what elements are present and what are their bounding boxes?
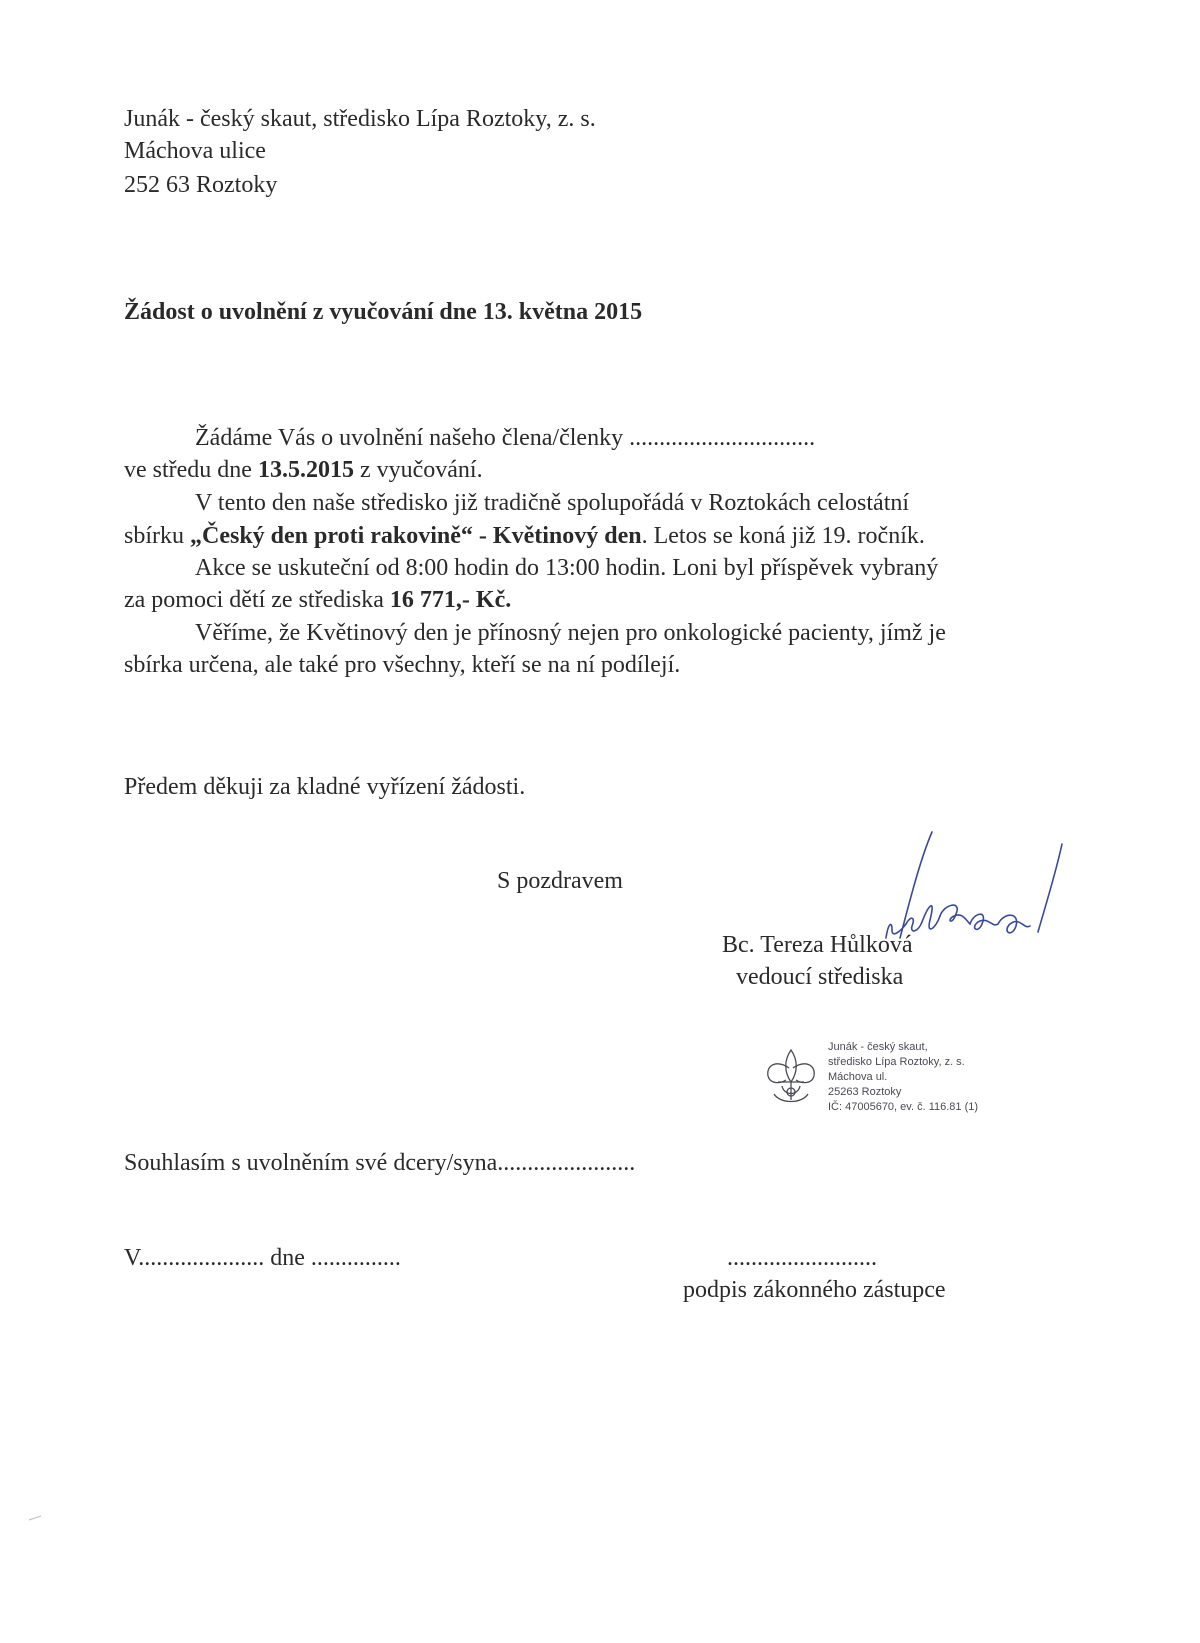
body-line: Žádáme Vás o uvolnění našeho člena/členky ............................... [195,425,816,451]
stamp-line: středisko Lípa Roztoky, z. s. [828,1056,965,1068]
scout-lily-icon [760,1046,822,1108]
greeting: S pozdravem [497,868,623,894]
signatory-role: vedoucí střediska [736,964,904,990]
organization-stamp [760,1040,1020,1120]
stamp-text [828,1040,978,1115]
body-text: z vyučování. [353,457,483,483]
signatory-name: Bc. Tereza Hůlková [722,932,913,958]
body-text: za pomoci dětí ze střediska [124,587,390,613]
body-line: Věříme, že Květinový den je přínosný nejen pro onkologické pacienty, jímž je [195,620,946,646]
place-date-line: V..................... dne ............... [124,1245,401,1271]
consent-line: Souhlasím s uvolněním své dcery/syna....................... [124,1150,636,1176]
stamp-line: Junák - český skaut, [828,1041,928,1053]
guardian-signature-label: podpis zákonného zástupce [683,1277,946,1303]
scan-mark [28,1515,42,1521]
stamp-line: IČ: 47005670, ev. č. 116.81 (1) [828,1101,979,1113]
body-text: sbírku [124,523,190,549]
guardian-signature-line: ......................... [727,1245,877,1271]
body-line [124,455,483,485]
body-line [124,521,925,551]
sender-street: Máchova ulice [124,138,266,164]
body-date: 13.5.2015 [257,457,354,483]
event-name: „Český den proti rakovině“ - Květinový den [190,523,642,549]
body-line: V tento den naše středisko již tradičně spolupořádá v Roztokách celostátní [195,490,910,516]
sender-name: Junák - český skaut, středisko Lípa Roztoky, z. s. [124,106,596,132]
thanks-line: Předem děkuji za kladné vyřízení žádosti. [124,774,526,800]
stamp-line: 25263 Roztoky [828,1086,902,1098]
body-text: ve středu dne [124,457,258,483]
stamp-line: Máchova ul. [828,1071,888,1083]
body-line: sbírka určena, ale také pro všechny, kteří se na ní podílejí. [124,652,681,678]
amount: 16 771,- Kč. [389,587,512,613]
body-line: Akce se uskuteční od 8:00 hodin do 13:00 hodin. Loni byl příspěvek vybraný [195,555,939,581]
letter-subject: Žádost o uvolnění z vyučování dne 13. května 2015 [124,299,643,325]
body-line [124,585,511,615]
sender-city: 252 63 Roztoky [124,172,278,198]
body-text: . Letos se koná již 19. ročník. [641,523,925,549]
